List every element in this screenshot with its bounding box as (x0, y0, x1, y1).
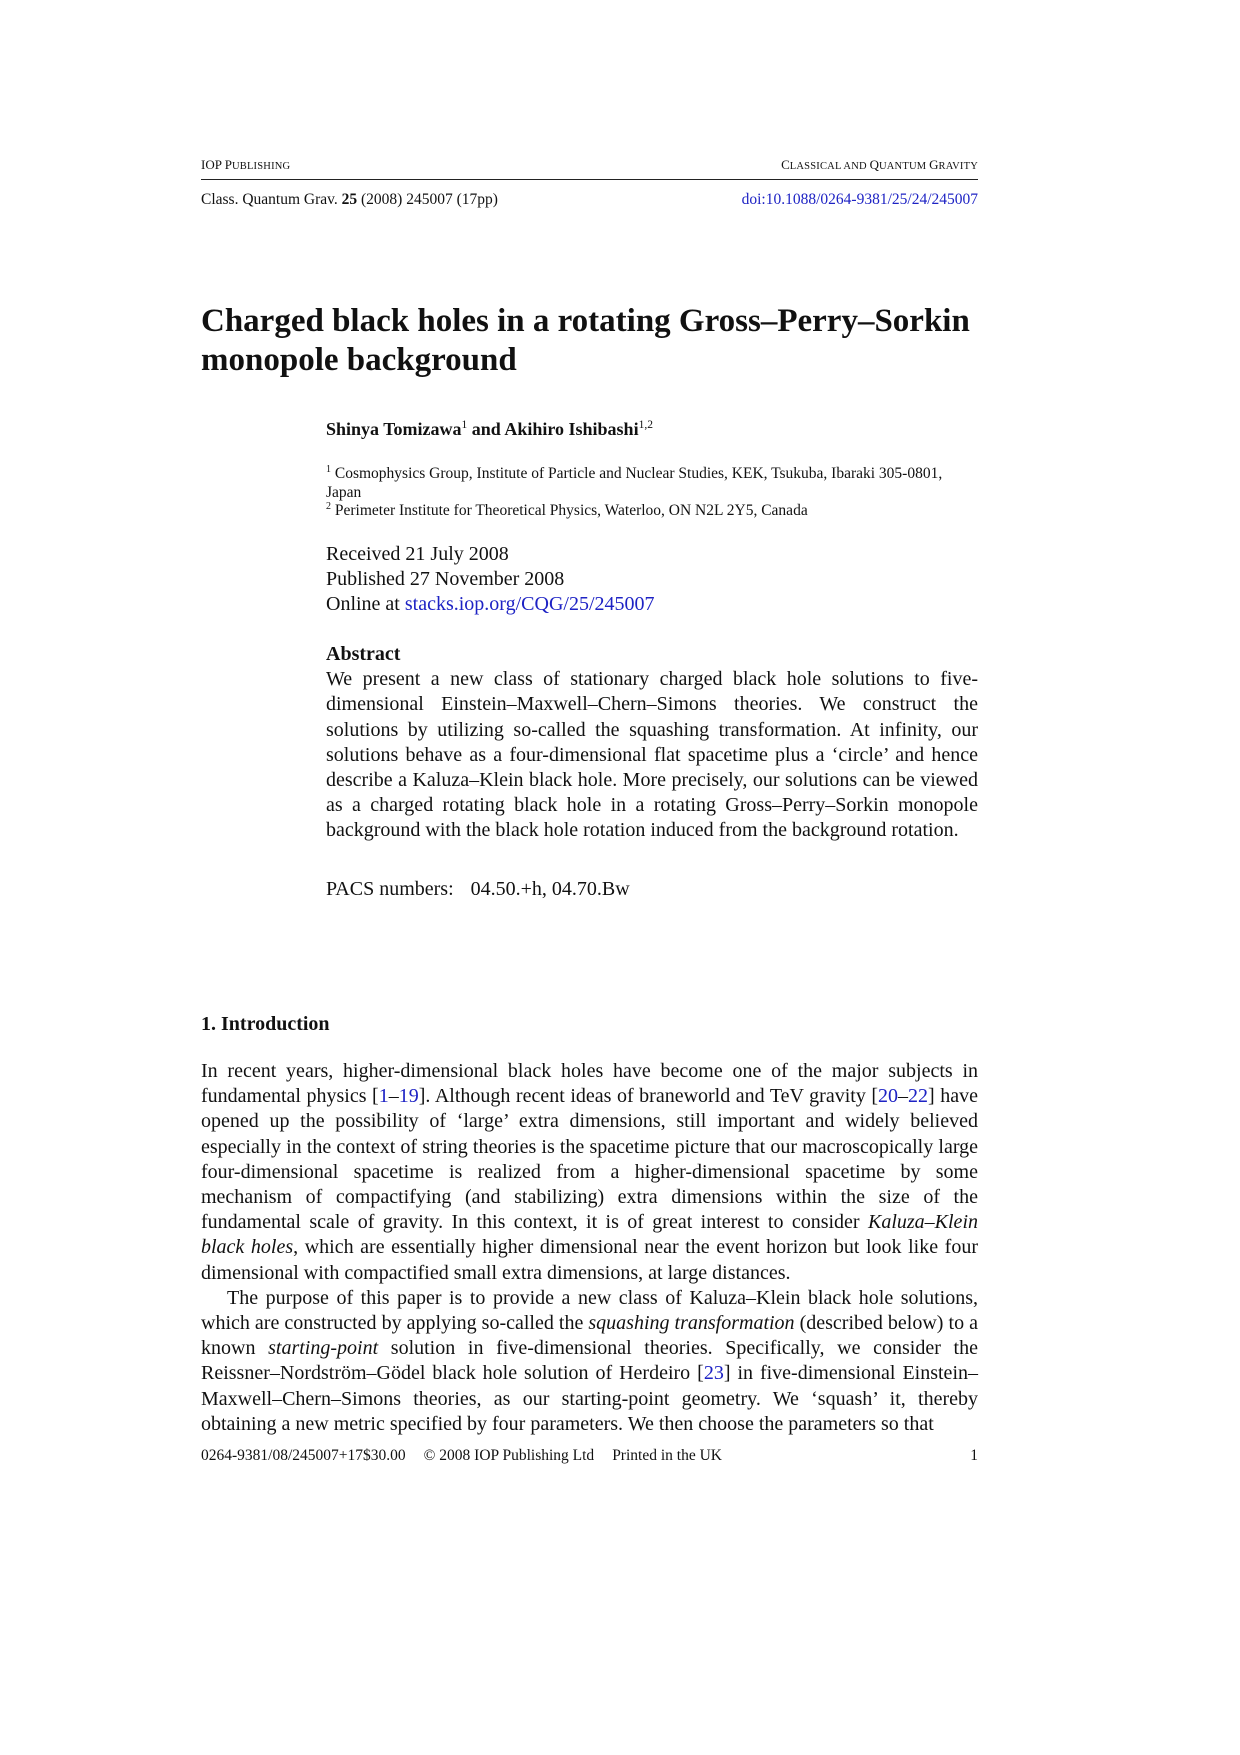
reference-link[interactable]: 1 (378, 1085, 389, 1108)
page-footer (201, 1447, 722, 1465)
journal-cap: G (929, 157, 939, 172)
text-run: The purpose of this paper is to provide a new class of Kaluza–Klein black hole solutions, which are constructed by applying so-called the (201, 1286, 978, 1335)
footer-printed: Printed in the UK (612, 1447, 722, 1464)
author-affiliation-mark: 1 (461, 419, 468, 431)
affiliation-mark: 2 (326, 501, 331, 512)
emphasis: squashing transformation (588, 1312, 795, 1335)
reference-link[interactable]: 23 (703, 1362, 724, 1385)
emphasis: Kaluza–Klein black holes (201, 1211, 978, 1259)
text-run: – (898, 1085, 909, 1108)
author-name: Shinya Tomizawa (326, 419, 462, 439)
publisher-cap: P (224, 157, 232, 172)
paragraph (201, 1286, 978, 1437)
text-run: – (388, 1085, 399, 1108)
author-affiliation-mark: 1,2 (638, 419, 653, 431)
text-run: solution in five-dimensional theories. Specifically, we consider the Reissner–Nordström–Gödel black hole solution of Herdeiro [ (201, 1337, 978, 1385)
text-run: , which are essentially higher dimensional near the event horizon but look like four dimensional with compactified small extra dimensions, at large distances. (201, 1236, 979, 1284)
journal-cap: C (781, 157, 790, 172)
text-run: (described below) to a known (201, 1312, 978, 1360)
text-run: In recent years, higher-dimensional black holes have become one of the major subjects in fundamental physics [ (201, 1060, 978, 1108)
publisher-name (201, 157, 290, 175)
received-date: Received 21 July 2008 (326, 543, 509, 565)
reference-link[interactable]: 20 (878, 1085, 899, 1108)
journal-name (781, 157, 978, 175)
text-run: ]. Although recent ideas of braneworld and TeV gravity [ (418, 1085, 879, 1108)
pacs-values: 04.50.+h, 04.70.Bw (470, 878, 630, 900)
page-number: 1 (970, 1447, 978, 1464)
affiliation-item (326, 502, 966, 521)
pacs-numbers (326, 877, 630, 902)
abstract (326, 642, 978, 844)
affiliation-text: Perimeter Institute for Theoretical Physics, Waterloo, ON N2L 2Y5, Canada (331, 502, 808, 519)
journal-smallcaps: RAVITY (938, 161, 978, 172)
affiliation-mark: 1 (326, 464, 331, 475)
journal-cap: Q (869, 157, 879, 172)
publication-dates (326, 542, 655, 618)
pacs-label: PACS numbers: (326, 878, 454, 900)
section-heading-introduction: 1. Introduction (201, 1013, 330, 1035)
affiliation-item (326, 465, 966, 502)
journal-smallcaps: UANTUM (878, 161, 930, 172)
publisher-smallcaps: UBLISHING (231, 161, 291, 172)
online-at (326, 592, 655, 617)
header-rule (201, 179, 978, 180)
footer-code: 0264-9381/08/245007+17$30.00 (201, 1447, 406, 1464)
affiliations (326, 465, 966, 521)
paper-title: Charged black holes in a rotating Gross–Perry–Sorkin monopole background (201, 303, 970, 378)
introduction-body (201, 1059, 978, 1437)
emphasis: starting-point (268, 1337, 379, 1360)
publisher-first: IOP (201, 157, 225, 172)
text-run: ] have opened up the possibility of ‘large’ extra dimensions, still important and widely believed especially in the context of string theories is the spacetime picture that our macroscopically large four-dimensional spacetime is realized from a higher-dimensional spacetime by some mechanism of compactifying (and stabilizing) extra dimensions within the size of the fundamental scale of gravity. In this context, it is of great interest to consider (201, 1085, 978, 1234)
footer-copyright: © 2008 IOP Publishing Ltd (423, 1447, 595, 1464)
paragraph (201, 1059, 978, 1286)
reference-link[interactable]: 22 (908, 1085, 929, 1108)
doi-link[interactable]: doi:10.1088/0264-9381/25/24/245007 (741, 191, 978, 208)
reference-link[interactable]: 19 (398, 1085, 419, 1108)
affiliation-text: Cosmophysics Group, Institute of Particle and Nuclear Studies, KEK, Tsukuba, Ibaraki 305-0801, Japan (326, 465, 943, 501)
abstract-heading: Abstract (326, 643, 401, 665)
citation-volume: 25 (341, 191, 358, 208)
citation (201, 191, 498, 209)
authors (326, 418, 653, 440)
online-prefix: Online at (326, 593, 405, 616)
abstract-text: We present a new class of stationary charged black hole solutions to five-dimensional Einstein–Maxwell–Chern–Simons theories. We construct the solutions by utilizing so-called the squashing transformation. At infinity, our solutions behave as a four-dimensional flat spacetime plus a ‘circle’ and hence describe a Kaluza–Klein black hole. More precisely, our solutions can be viewed as a charged rotating black hole in a rotating Gross–Perry–Sorkin monopole background with the black hole rotation induced from the background rotation. (326, 668, 978, 842)
citation-rest: (2008) 245007 (17pp) (357, 191, 498, 208)
citation-journal: Class. Quantum Grav. (201, 191, 342, 208)
published-date: Published 27 November 2008 (326, 568, 565, 591)
online-link[interactable]: stacks.iop.org/CQG/25/245007 (404, 593, 655, 616)
author-name: Akihiro Ishibashi (504, 419, 639, 439)
journal-smallcaps: LASSICAL AND (789, 161, 870, 172)
author-connector: and (467, 419, 505, 439)
text-run: ] in five-dimensional Einstein–Maxwell–Chern–Simons theories, as our starting-point geometry. We ‘squash’ it, thereby obtaining a new metric specified by four parameters. We then choose the parameters so that (201, 1362, 978, 1435)
